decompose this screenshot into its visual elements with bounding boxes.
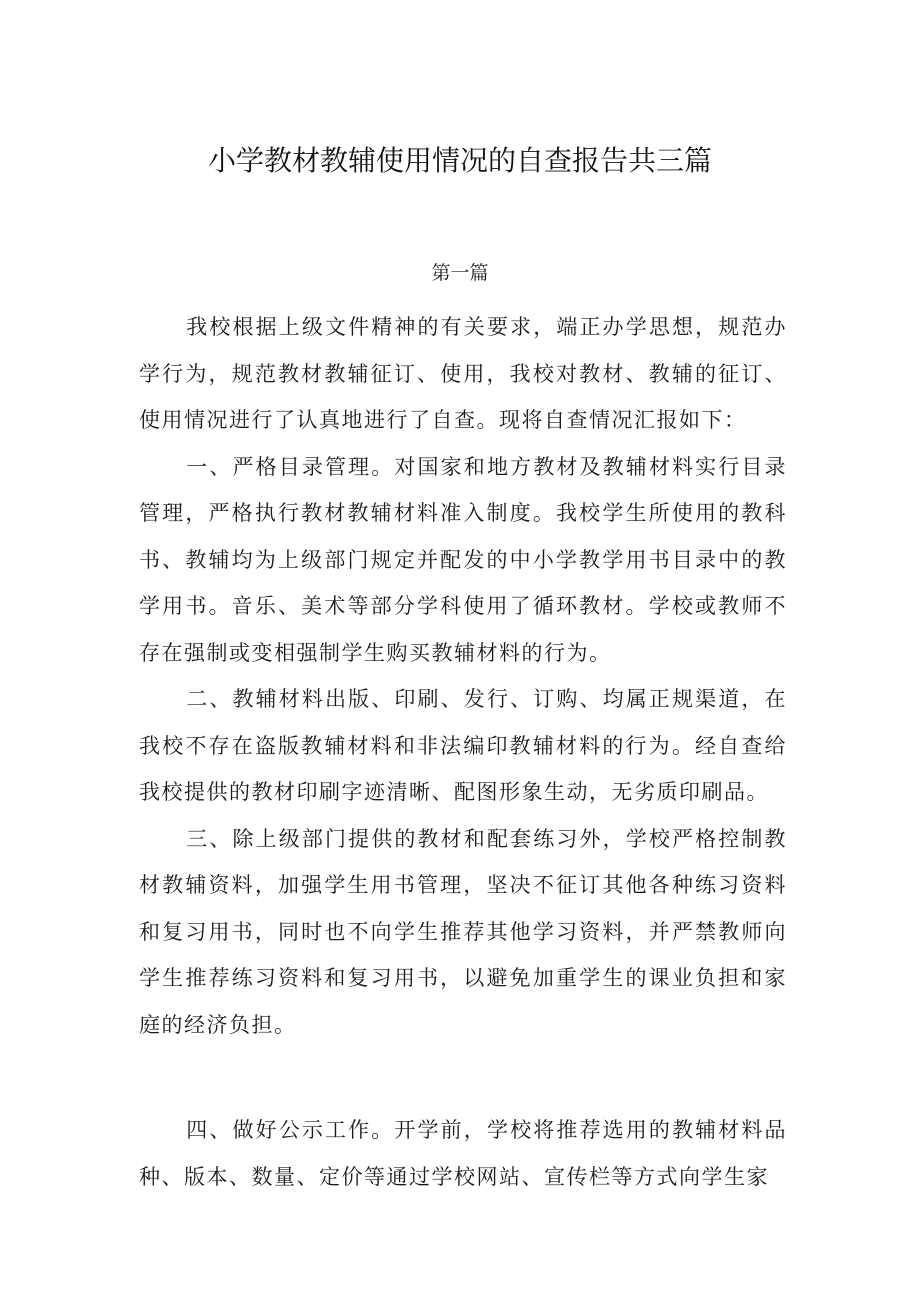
body-text xyxy=(139,304,787,1048)
paragraph-item-3: 三、除上级部门提供的教材和配套练习外，学校严格控制教材教辅资料，加强学生用书管理，坚决不征订其他各种练习资料和复习用书，同时也不向学生推荐其他学习资料，并严禁教师向学生推荐练习资料和复习用书，以避免加重学生的课业负担和家庭的经济负担。 xyxy=(139,826,787,1037)
paragraph-item-4: 四、做好公示工作。开学前，学校将推荐选用的教辅材料品种、版本、数量、定价等通过学校网站、宣传栏等方式向学生家 xyxy=(139,1118,787,1189)
section-heading: 第一篇 xyxy=(431,262,489,284)
paragraph-item-1: 一、严格目录管理。对国家和地方教材及教辅材料实行目录管理，严格执行教材教辅材料准入制度。我校学生所使用的教科书、教辅均为上级部门规定并配发的中小学教学用书目录中的教学用书。音乐、美术等部分学科使用了循环教材。学校或教师不存在强制或变相强制学生购买教辅材料的行为。 xyxy=(139,454,787,665)
document-title: 小学教材教辅使用情况的自查报告共三篇 xyxy=(207,144,712,177)
body-text-continued xyxy=(139,1107,787,1200)
paragraph-item-2: 二、教辅材料出版、印刷、发行、订购、均属正规渠道，在我校不存在盗版教辅材料和非法编印教辅材料的行为。经自查给我校提供的教材印刷字迹清晰、配图形象生动，无劣质印刷品。 xyxy=(139,687,787,804)
paragraph-intro: 我校根据上级文件精神的有关要求，端正办学思想，规范办学行为，规范教材教辅征订、使用，我校对教材、教辅的征订、使用情况进行了认真地进行了自查。现将自查情况汇报如下： xyxy=(139,315,787,432)
